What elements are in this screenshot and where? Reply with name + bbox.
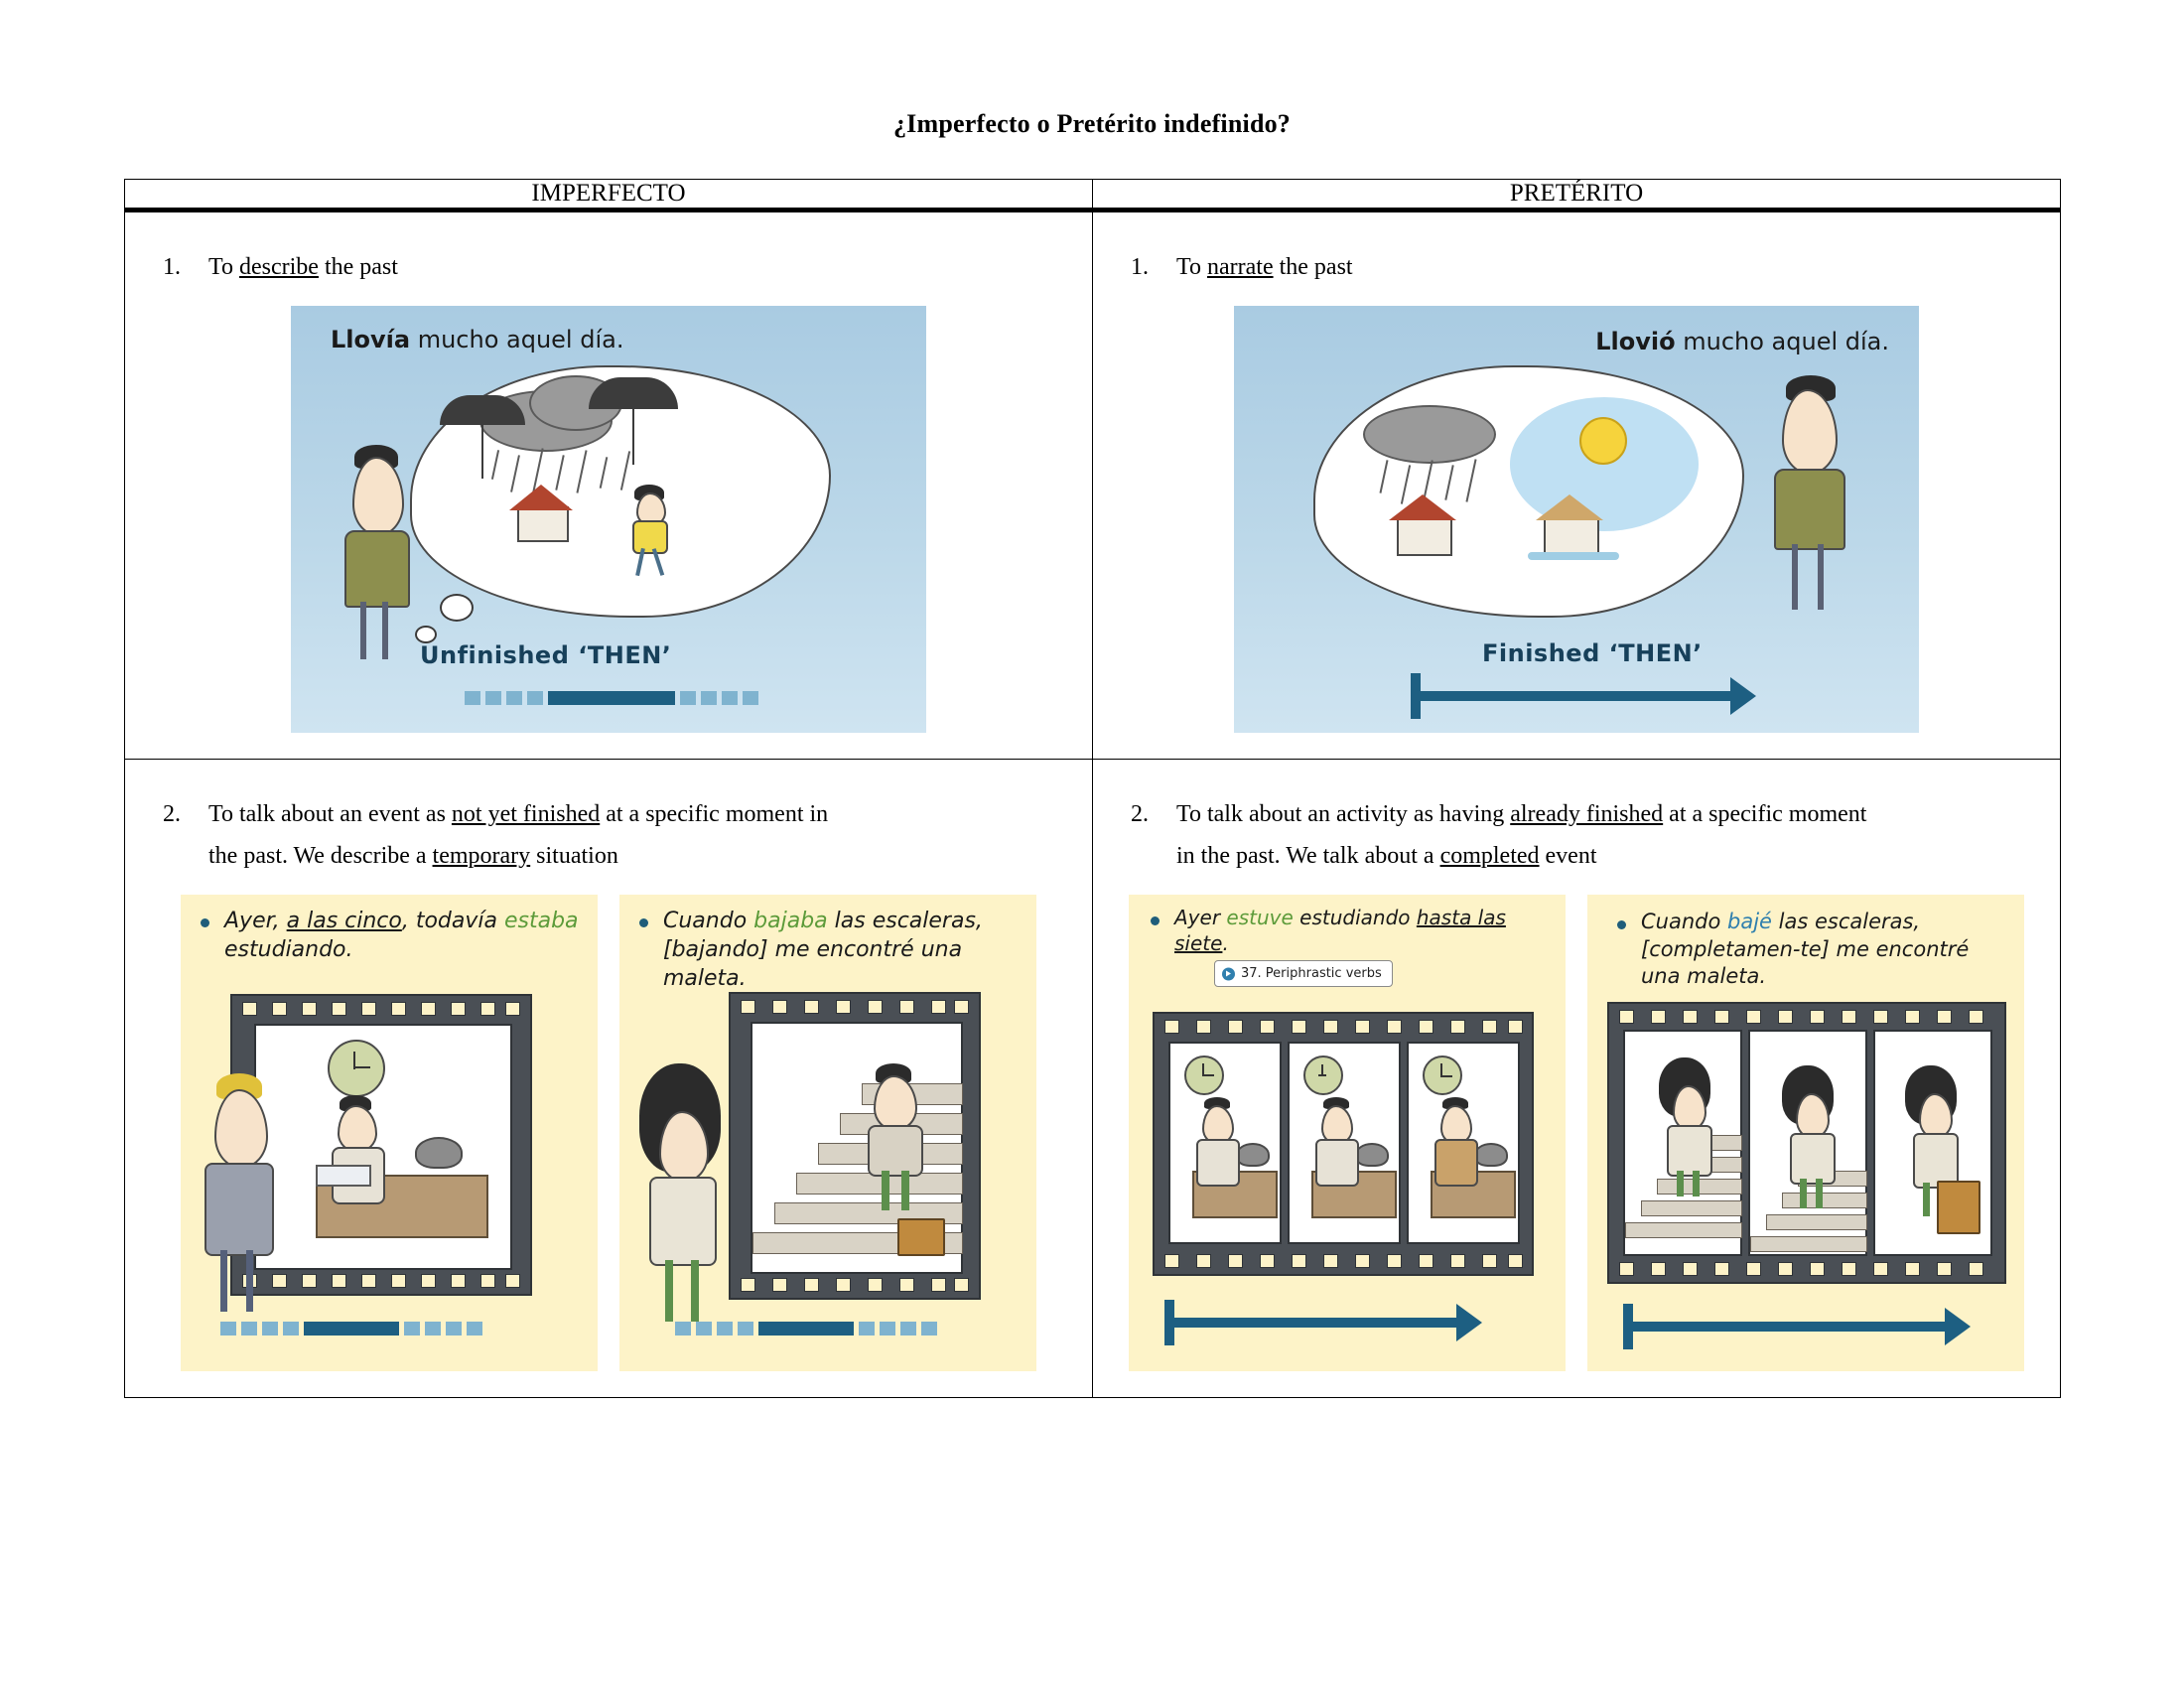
timeline-dashed: [220, 1322, 482, 1336]
film-frame: [1748, 1030, 1867, 1256]
house-icon: [1385, 494, 1462, 554]
rule-line1-a: To talk about an activity as having: [1176, 801, 1511, 827]
bullet-icon: [639, 918, 648, 927]
table-row: [125, 211, 2061, 760]
rule-number: 2.: [163, 801, 181, 827]
person-studying-icon: [326, 1095, 395, 1224]
caption-part-2: estudiando: [1293, 906, 1417, 929]
rule-text: [155, 793, 1062, 877]
person-narrator-icon: [331, 445, 440, 663]
rule-text-after: the past: [1273, 254, 1353, 280]
figure-llovia-imperfecto: [291, 306, 926, 733]
rule-text-before: To: [208, 254, 239, 280]
figure-footer-label: Unfinished ‘THEN’: [420, 641, 672, 669]
umbrella-icon: [589, 377, 682, 467]
cross-reference-badge[interactable]: [1214, 960, 1393, 987]
puddle-icon: [1528, 552, 1619, 560]
house-icon: [507, 485, 577, 540]
film-frame: [1873, 1030, 1992, 1256]
figure-caption: [1641, 909, 2008, 991]
bullet-icon: [1617, 920, 1626, 929]
play-icon: [1222, 967, 1235, 980]
sun-icon: [1579, 417, 1627, 465]
caption-verb-highlight: bajé: [1727, 910, 1772, 933]
rule-line1-b: at a specific moment: [1663, 801, 1867, 827]
film-frame: [1623, 1030, 1742, 1256]
figure-footer-label: Finished ‘THEN’: [1482, 639, 1703, 667]
caption-part-2: las escaleras, [completamen-te] me encontré una maleta.: [1641, 910, 1970, 989]
figure-caption-rest: mucho aquel día.: [410, 326, 624, 353]
timeline-dashed: [465, 691, 758, 705]
rule-text-after: the past: [318, 254, 398, 280]
rule-text-underlined: narrate: [1206, 254, 1274, 280]
figure-estuve-estudiando: [1129, 895, 1566, 1371]
desk-lamp-icon: [415, 1137, 463, 1169]
person-foreground-icon: [195, 1073, 304, 1332]
suitcase-icon: [1937, 1181, 1980, 1234]
clock-icon: [1184, 1055, 1224, 1095]
page-title: ¿Imperfecto o Pretérito indefinido?: [892, 109, 1292, 138]
figure-baje-escaleras: [1587, 895, 2024, 1371]
rule-text: [1123, 793, 2030, 877]
figure-caption: [331, 326, 623, 353]
figure-bajaba-escaleras: [619, 895, 1036, 1371]
film-frame: [1168, 1042, 1282, 1244]
figure-caption: [224, 907, 582, 964]
rule-line2-underlined: completed: [1439, 843, 1540, 869]
film-strip-icon: [1607, 1002, 2006, 1284]
film-strip-icon: [729, 992, 981, 1300]
rule-text-before: To: [1176, 254, 1207, 280]
suitcase-icon: [897, 1218, 945, 1256]
person-studying-icon: [1313, 1097, 1369, 1196]
bullet-icon: [201, 918, 209, 927]
caption-verb-highlight: estaba: [503, 909, 579, 933]
cross-reference-label: 37. Periphrastic verbs: [1241, 966, 1382, 981]
figure-caption: [663, 907, 1021, 993]
timeline-dashed: [675, 1322, 937, 1336]
caption-part-1: Ayer: [1174, 906, 1227, 929]
person-descending-icon: [1778, 1065, 1847, 1204]
film-frame: [1288, 1042, 1401, 1244]
caption-verb-highlight: bajaba: [753, 909, 828, 933]
column-header-preterito: PRETÉRITO: [1093, 180, 2061, 211]
umbrella-icon: [440, 395, 529, 485]
clock-icon: [1303, 1055, 1343, 1095]
rule-line2-b: situation: [530, 843, 618, 869]
person-standing-icon: [1433, 1097, 1488, 1196]
rule-text: [155, 246, 1062, 288]
caption-underlined: a las cinco: [286, 909, 402, 933]
caption-part-2: , todavía: [401, 909, 504, 933]
figure-estaba-estudiando: [181, 895, 598, 1371]
cell-imperfecto-rule-1: [125, 211, 1093, 760]
column-header-imperfecto: IMPERFECTO: [125, 180, 1093, 211]
table-row: [125, 760, 2061, 1398]
caption-part-1: Cuando: [663, 909, 754, 933]
figure-llovio-preterito: [1234, 306, 1919, 733]
books-icon: [316, 1165, 371, 1187]
person-descending-icon: [1655, 1057, 1724, 1196]
rule-line1-underlined: already finished: [1510, 801, 1664, 827]
thought-bubble-icon: [440, 594, 474, 622]
caption-part-3: estudiando.: [224, 937, 353, 963]
caption-part-3: .: [1222, 931, 1229, 956]
caption-part-1: Cuando: [1641, 910, 1728, 933]
rule-text: [1123, 246, 2030, 288]
caption-verb-highlight: estuve: [1226, 906, 1294, 929]
rule-number: 1.: [163, 254, 181, 280]
figure-caption: [1174, 905, 1552, 957]
film-strip-icon: [1153, 1012, 1534, 1276]
cell-preterito-rule-1: [1093, 211, 2061, 760]
film-frame: [1407, 1042, 1520, 1244]
rule-line1-b: at a specific moment in: [600, 801, 829, 827]
person-descending-icon: [860, 1063, 939, 1212]
figure-caption: [1595, 328, 1889, 355]
house-icon: [1532, 494, 1609, 554]
rule-line2-b: event: [1539, 843, 1597, 869]
caption-part-2: las escaleras, [bajando] me encontré una maleta.: [663, 909, 983, 992]
figure-caption-verb: Llovió: [1595, 328, 1676, 355]
bullet-icon: [1151, 916, 1160, 925]
clock-icon: [1423, 1055, 1462, 1095]
caption-underlined: hasta las siete: [1174, 906, 1506, 956]
rule-number: 2.: [1131, 801, 1149, 827]
rule-text-underlined: describe: [238, 254, 319, 280]
comparison-table: [124, 179, 2061, 1398]
rule-number: 1.: [1131, 254, 1149, 280]
rule-line1-a: To talk about an event as: [208, 801, 452, 827]
rule-line2-a: in the past. We talk about a: [1176, 843, 1440, 869]
figure-caption-rest: mucho aquel día.: [1675, 328, 1889, 355]
caption-part-1: Ayer,: [224, 909, 287, 933]
cell-imperfecto-rule-2: [125, 760, 1093, 1398]
rule-line2-underlined: temporary: [432, 843, 531, 869]
rule-line2-a: the past. We describe a: [208, 843, 433, 869]
person-running-icon: [618, 485, 688, 579]
person-studying-icon: [1194, 1097, 1250, 1196]
clock-icon: [328, 1040, 385, 1097]
figure-caption-verb: Llovía: [331, 326, 411, 353]
table-header-row: [125, 180, 2061, 211]
cell-preterito-rule-2: [1093, 760, 2061, 1398]
person-foreground-icon: [633, 1063, 752, 1332]
film-frame: [751, 1022, 963, 1274]
rule-line1-underlined: not yet finished: [451, 801, 601, 827]
rain-cloud-icon: [1363, 405, 1496, 464]
person-narrator-icon: [1760, 375, 1879, 624]
